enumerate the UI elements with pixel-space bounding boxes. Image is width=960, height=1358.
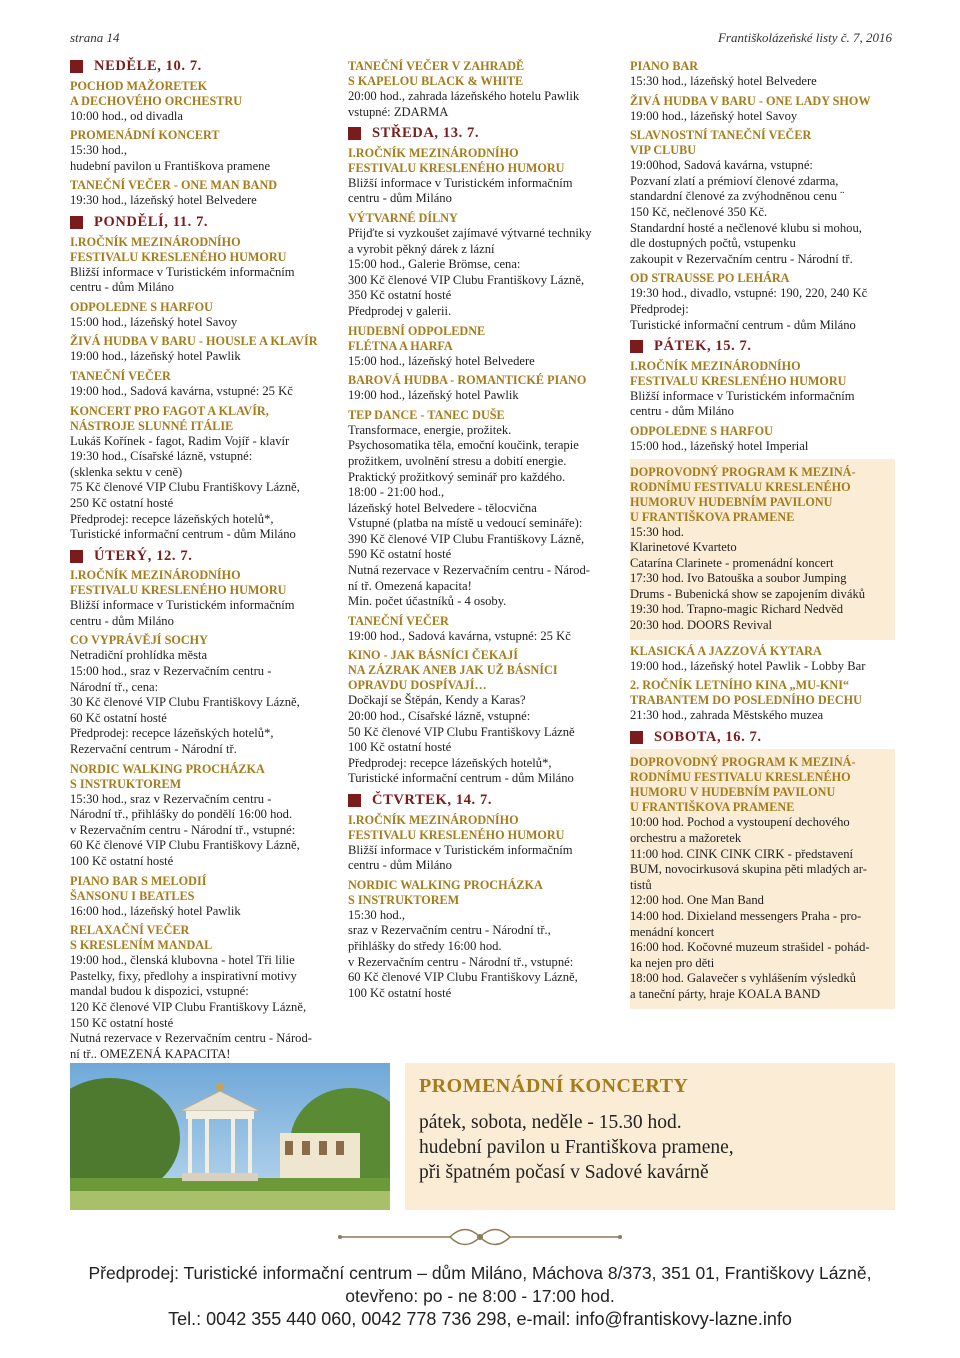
event-title: NÁSTROJE SLUNNÉ ITÁLIE xyxy=(70,418,234,433)
event-detail: prožitkem, uvolnění stresu a dobití energie. xyxy=(348,453,567,468)
square-bullet-icon xyxy=(348,794,361,807)
event-detail: 19:00 hod., Sadová kavárna, vstupné: 25 Kč xyxy=(70,383,293,398)
event-title: A DECHOVÉHO ORCHESTRU xyxy=(70,93,243,108)
event-title: HUMORUV HUDEBNÍM PAVILONU xyxy=(630,494,833,509)
event-detail: Rezervační centrum - Národní tř. xyxy=(70,742,237,757)
day-label: NEDĚLE, 10. 7. xyxy=(94,58,202,74)
event-title: CO VYPRÁVĚJÍ SOCHY xyxy=(70,633,208,648)
event-title: I.ROČNÍK MEZINÁRODNÍHO xyxy=(630,358,801,373)
event-title: ŠANSONU I BEATLES xyxy=(70,888,195,903)
event-title: I.ROČNÍK MEZINÁRODNÍHO xyxy=(70,568,241,583)
event-detail: Národní tř., cena: xyxy=(70,679,159,694)
event-detail: Drums - Bubenická show se zapojením diváků xyxy=(630,586,866,601)
event-detail: Předprodej: recepce lázeňských hotelů*, xyxy=(70,511,274,526)
event-title: TRABANTEM DO POSLEDNÍHO DECHU xyxy=(630,693,862,708)
square-bullet-icon xyxy=(70,550,83,563)
event-detail: 20:00 hod., zahrada lázeňského hotelu Pawlik xyxy=(348,89,580,103)
event-title: ŽIVÁ HUDBA V BARU - HOUSLE A KLAVÍR xyxy=(70,334,318,349)
event-detail: 50 Kč členové VIP Clubu Františkovy Lázně xyxy=(348,724,575,739)
square-bullet-icon xyxy=(630,731,643,744)
event-detail: Bližší informace v Turistickém informačním xyxy=(348,842,573,857)
event-title: NORDIC WALKING PROCHÁZKA xyxy=(348,877,543,892)
event-detail: BUM, novocirkusová skupina pěti mladých ar- xyxy=(630,862,867,877)
promo-line: při špatném počasí v Sadové kavárně xyxy=(419,1162,709,1183)
event-detail: 15:00 hod., Galerie Brömse, cena: xyxy=(348,257,521,272)
event-detail: 15:30 hod., xyxy=(348,907,406,922)
event-title: TEP DANCE - TANEC DUŠE xyxy=(348,407,505,422)
event-detail: 19:00hod, Sadová kavárna, vstupné: xyxy=(630,158,813,173)
event-detail: 150 Kč ostatní hosté xyxy=(70,1015,174,1030)
event-detail: 300 Kč členové VIP Clubu Františkovy Lázně, xyxy=(348,272,585,287)
event-detail: Předprodej: recepce lázeňských hotelů*, xyxy=(70,726,274,741)
event-detail: ka nejen pro děti xyxy=(630,955,715,970)
event-title: RELAXAČNÍ VEČER xyxy=(70,923,190,938)
event-title: FESTIVALU KRESLENÉHO HUMORU xyxy=(348,827,565,842)
event-detail: Bližší informace v Turistickém informačním xyxy=(348,175,573,190)
event-title: TANEČNÍ VEČER xyxy=(70,368,171,383)
event-title: ODPOLEDNE S HARFOU xyxy=(70,299,213,314)
event-title: ODPOLEDNE S HARFOU xyxy=(630,423,773,438)
event-detail: a taneční párty, hraje KOALA BAND xyxy=(630,986,821,1001)
day-label: ČTVRTEK, 14. 7. xyxy=(372,792,493,808)
event-detail: 250 Kč ostatní hosté xyxy=(70,495,174,510)
event-detail: centru - dům Miláno xyxy=(630,404,734,419)
event-detail: 10:00 hod. Pochod a vystoupení dechového xyxy=(630,815,850,830)
event-detail: 60 Kč členové VIP Clubu Františkovy Lázně, xyxy=(348,970,578,985)
event-detail: hudební pavilon u Františkova pramene xyxy=(70,158,271,173)
pavilion-photo xyxy=(70,1063,390,1210)
event-detail: 11:00 hod. CINK CINK CIRK - představení xyxy=(630,846,854,861)
event-title: NORDIC WALKING PROCHÁZKA xyxy=(70,761,265,776)
event-title: HUMORU V HUDEBNÍM PAVILONU xyxy=(630,785,836,800)
event-title: U FRANTIŠKOVA PRAMENE xyxy=(630,800,795,815)
event-detail: 15:30 hod., sraz v Rezervačním centru - xyxy=(70,791,272,806)
event-detail: 150 Kč, nečlenové 350 Kč. xyxy=(630,204,768,219)
event-detail: Dočkají se Štěpán, Kendy a Karas? xyxy=(348,693,526,708)
event-detail: Turistické informační centrum - dům Miláno xyxy=(70,527,296,542)
event-detail: Klarinetové Kvarteto xyxy=(630,540,737,555)
event-detail: 18:00 hod. Galavečer s vyhlášením výsledků xyxy=(630,971,856,986)
event-title: S INSTRUKTOREM xyxy=(70,776,182,791)
event-detail: Pozvaní zlatí a prémioví členové zdarma, xyxy=(630,173,839,188)
square-bullet-icon xyxy=(630,340,643,353)
event-detail: Catarína Clarinete - promenádní koncert xyxy=(630,555,834,570)
event-detail: 12:00 hod. One Man Band xyxy=(630,893,764,908)
event-detail: 15:00 hod., lázeňský hotel Savoy xyxy=(70,314,238,329)
event-title: FESTIVALU KRESLENÉHO HUMORU xyxy=(630,373,847,388)
pavilion-illustration xyxy=(70,1063,390,1210)
event-detail: 19:00 hod., lázeňský hotel Pawlik xyxy=(348,388,519,403)
ornament-icon xyxy=(330,1227,630,1247)
event-detail: přihlášky do středy 16:00 hod. xyxy=(348,938,502,953)
event-detail: 19:30 hod., divadlo, vstupné: 190, 220, 240 Kč xyxy=(630,286,868,301)
day-heading xyxy=(70,59,335,75)
event-detail: Praktický prožitkový seminář pro každého. xyxy=(348,469,566,484)
event-detail: 15:30 hod., xyxy=(70,143,128,158)
day-label: ÚTERÝ, 12. 7. xyxy=(94,547,193,564)
event-title: RODNÍMU FESTIVALU KRESLENÉHO xyxy=(630,770,851,785)
program-box xyxy=(630,749,895,1008)
promenade-concerts-box xyxy=(405,1063,895,1210)
day-heading xyxy=(70,215,335,231)
footer-line: otevřeno: po - ne 8:00 - 17:00 hod. xyxy=(345,1286,615,1306)
event-detail: Turistické informační centrum - dům Miláno xyxy=(348,771,574,786)
event-title: PROMENÁDNÍ KONCERT xyxy=(70,128,220,143)
event-detail: centru - dům Miláno xyxy=(70,613,174,628)
footer-line: Předprodej: Turistické informační centrum – dům Miláno, Máchova 8/373, 351 01, Františkovy Lázně, xyxy=(88,1263,872,1283)
event-detail: (sklenka sektu v ceně) xyxy=(70,464,183,479)
event-detail: sraz v Rezervačním centru - Národní tř., xyxy=(348,923,551,938)
event-detail: Transformace, energie, prožitek. xyxy=(348,422,512,437)
event-detail: Národní tř., přihlášky do pondělí 16:00 hod. xyxy=(70,807,293,822)
column-middle xyxy=(348,59,613,1001)
promo-title: PROMENÁDNÍ KONCERTY xyxy=(419,1075,689,1097)
event-detail: Předprodej: recepce lázeňských hotelů*, xyxy=(348,755,552,770)
footer-contact: Tel.: 0042 355 440 060, 0042 778 736 298, e-mail: info@frantiskovy-lazne.info xyxy=(168,1309,792,1329)
event-title: TANEČNÍ VEČER xyxy=(348,613,449,628)
event-title: NA ZÁZRAK ANEB JAK UŽ BÁSNÍCI xyxy=(348,663,558,678)
event-detail: Bližší informace v Turistickém informačním xyxy=(70,598,295,613)
day-heading xyxy=(630,339,895,355)
event-title: KONCERT PRO FAGOT A KLAVÍR, xyxy=(70,403,269,418)
event-detail: Předprodej v galerii. xyxy=(348,303,452,318)
event-detail: vstupné: ZDARMA xyxy=(348,104,449,119)
event-detail: 100 Kč ostatní hosté xyxy=(348,740,452,755)
event-detail: centru - dům Miláno xyxy=(70,280,174,295)
event-title: 2. ROČNÍK LETNÍHO KINA „MU-KNI“ xyxy=(630,678,850,693)
event-detail: Standardní hosté a nečlenové klubu si mohou, xyxy=(630,220,862,235)
event-detail: v Rezervačním centru - Národní tř., vstupné: xyxy=(348,954,574,969)
event-detail: dle dostupných počtů, vstupenku xyxy=(630,236,796,251)
event-title: I.ROČNÍK MEZINÁRODNÍHO xyxy=(348,145,519,160)
event-detail: 15:00 hod., lázeňský hotel Belvedere xyxy=(348,353,535,368)
event-title: U FRANTIŠKOVA PRAMENE xyxy=(630,509,795,524)
event-title: I.ROČNÍK MEZINÁRODNÍHO xyxy=(70,234,241,249)
event-detail: 60 Kč ostatní hosté xyxy=(70,710,167,725)
event-title: S INSTRUKTOREM xyxy=(348,892,460,907)
event-detail: 15:00 hod., lázeňský hotel Imperial xyxy=(630,438,809,453)
ornament-divider xyxy=(330,1227,630,1247)
event-title: FLÉTNA A HARFA xyxy=(348,338,453,353)
event-detail: 75 Kč členové VIP Clubu Františkovy Lázně, xyxy=(70,480,300,495)
event-detail: Psychosomatika těla, emoční koučink, terapie xyxy=(348,438,579,453)
event-detail: 60 Kč členové VIP Clubu Františkovy Lázně, xyxy=(70,838,300,853)
event-detail: Přijďte si vyzkoušet zajímavé výtvarné techniky xyxy=(348,225,592,240)
event-detail: 15:00 hod., sraz v Rezervačním centru - xyxy=(70,664,272,679)
event-detail: 30 Kč členové VIP Clubu Františkovy Lázně, xyxy=(70,695,300,710)
event-detail: 350 Kč ostatní hosté xyxy=(348,288,452,303)
event-detail: 10:00 hod., od divadla xyxy=(70,108,183,123)
event-title: S KRESLENÍM MANDAL xyxy=(70,938,213,953)
day-heading xyxy=(348,793,613,809)
event-title: HUDEBNÍ ODPOLEDNE xyxy=(348,323,486,338)
event-title: VÝTVARNÉ DÍLNY xyxy=(348,210,458,225)
column-left xyxy=(70,59,335,1062)
event-detail: ní tř. Omezená kapacita! xyxy=(348,578,472,593)
event-detail: Bližší informace v Turistickém informačním xyxy=(70,264,295,279)
event-detail: Vstupné (platba na místě u vedoucí semináře): xyxy=(348,516,583,531)
event-detail: 19:00 hod., lázeňský hotel Savoy xyxy=(630,108,798,123)
event-detail: 15:30 hod. xyxy=(630,524,684,539)
event-detail: Nutná rezervace v Rezervačním centru - Národ- xyxy=(348,563,590,578)
day-label: SOBOTA, 16. 7. xyxy=(654,728,762,745)
event-title: DOPROVODNÝ PROGRAM K MEZINÁ- xyxy=(630,755,856,770)
event-detail: ní tř.. OMEZENÁ KAPACITA! xyxy=(70,1046,231,1061)
event-detail: centru - dům Miláno xyxy=(348,191,452,206)
event-title: FESTIVALU KRESLENÉHO HUMORU xyxy=(348,160,565,175)
event-detail: tistů xyxy=(630,877,652,892)
event-detail: 390 Kč členové VIP Clubu Františkovy Lázně, xyxy=(348,531,585,546)
event-detail: Netradiční prohlídka města xyxy=(70,648,208,663)
event-detail: 19:30 hod., lázeňský hotel Belvedere xyxy=(70,193,257,208)
event-title: RODNÍMU FESTIVALU KRESLENÉHO xyxy=(630,479,851,494)
day-label: PONDĚLÍ, 11. 7. xyxy=(94,213,209,230)
event-detail: menádní koncert xyxy=(630,924,715,939)
event-detail: 100 Kč ostatní hosté xyxy=(348,985,452,1000)
event-detail: Předprodej: xyxy=(630,301,689,316)
program-box xyxy=(630,459,895,640)
square-bullet-icon xyxy=(70,60,83,73)
event-title: S KAPELOU BLACK & WHITE xyxy=(348,74,524,88)
event-title: TANEČNÍ VEČER V ZAHRADĚ xyxy=(348,59,525,73)
event-detail: 15:30 hod., lázeňský hotel Belvedere xyxy=(630,74,817,88)
event-detail: 19:30 hod. Trapno-magic Richard Nedvěd xyxy=(630,602,844,617)
day-label: PÁTEK, 15. 7. xyxy=(654,338,752,355)
event-detail: Turistické informační centrum - dům Miláno xyxy=(630,317,856,332)
event-detail: 18:00 - 21:00 hod., xyxy=(348,485,445,500)
event-detail: zakoupit v Rezervačním centru - Národní tř. xyxy=(630,251,853,266)
event-detail: Bližší informace v Turistickém informačním xyxy=(630,388,855,403)
event-detail: lázeňský hotel Belvedere - tělocvična xyxy=(348,500,537,515)
event-title: TANEČNÍ VEČER - ONE MAN BAND xyxy=(70,178,278,193)
event-detail: standardní členové za zvýhodněnou cenu ¨ xyxy=(630,189,845,204)
event-title: BAROVÁ HUDBA - ROMANTICKÉ PIANO xyxy=(348,373,587,388)
event-detail: mandal budou k dispozici, vstupné: xyxy=(70,984,249,999)
event-title: ŽIVÁ HUDBA V BARU - ONE LADY SHOW xyxy=(630,93,871,108)
event-title: I.ROČNÍK MEZINÁRODNÍHO xyxy=(348,812,519,827)
event-detail: 17:30 hod. Ivo Batouška a soubor Jumping xyxy=(630,571,847,586)
event-detail: v Rezervačním centru - Národní tř., vstupné: xyxy=(70,822,296,837)
event-title: OPRAVDU DOSPÍVAJÍ… xyxy=(348,678,487,693)
event-title: FESTIVALU KRESLENÉHO HUMORU xyxy=(70,249,287,264)
event-detail: centru - dům Miláno xyxy=(348,858,452,873)
event-detail: a vyrobit pěkný dárek z lázní xyxy=(348,241,495,256)
event-title: PIANO BAR S MELODIÍ xyxy=(70,873,207,888)
event-detail: 16:00 hod., lázeňský hotel Pawlik xyxy=(70,903,241,918)
event-title: KLASICKÁ A JAZZOVÁ KYTARA xyxy=(630,643,822,658)
event-detail: 19:00 hod., lázeňský hotel Pawlik xyxy=(70,349,241,364)
event-title: PIANO BAR xyxy=(630,59,699,73)
event-detail: Pastelky, fixy, předlohy a inspirativní motivy xyxy=(70,968,297,983)
event-detail: 20:30 hod. DOORS Revival xyxy=(630,618,773,633)
publication-title: Františkolázeňské listy č. 7, 2016 xyxy=(717,30,892,45)
event-detail: 20:00 hod., Císařské lázně, vstupné: xyxy=(348,709,531,724)
event-detail: 19:30 hod., Císařské lázně, vstupné: xyxy=(70,449,253,464)
event-detail: 14:00 hod. Dixieland messengers Praha - pro- xyxy=(630,909,862,923)
event-title: POCHOD MAŽORETEK xyxy=(70,78,208,93)
event-title: VIP CLUBU xyxy=(630,143,697,158)
event-detail: 19:00 hod., Sadová kavárna, vstupné: 25 Kč xyxy=(348,628,571,643)
event-detail: orchestru a mažoretek xyxy=(630,831,742,846)
promo-line: hudební pavilon u Františkova pramene, xyxy=(419,1137,734,1158)
column-right xyxy=(630,59,895,1013)
promo-line: pátek, sobota, neděle - 15.30 hod. xyxy=(419,1112,682,1133)
event-title: OD STRAUSSE PO LEHÁRA xyxy=(630,271,790,286)
square-bullet-icon xyxy=(348,127,361,140)
event-detail: 16:00 hod. Kočovné muzeum strašidel - pohád- xyxy=(630,940,870,955)
page-number: strana 14 xyxy=(70,30,120,45)
event-detail: 19:00 hod., lázeňský hotel Pawlik - Lobby Bar xyxy=(630,658,866,673)
day-heading xyxy=(630,730,895,746)
square-bullet-icon xyxy=(70,216,83,229)
event-detail: 19:00 hod., členská klubovna - hotel Tři lilie xyxy=(70,953,295,968)
event-title: DOPROVODNÝ PROGRAM K MEZINÁ- xyxy=(630,464,856,479)
event-detail: 120 Kč členové VIP Clubu Františkovy Lázně, xyxy=(70,999,307,1014)
event-detail: Lukáš Kořínek - fagot, Radim Vojíř - klavír xyxy=(70,433,290,448)
event-detail: 21:30 hod., zahrada Městského muzea xyxy=(630,708,824,723)
event-detail: 100 Kč ostatní hosté xyxy=(70,854,174,868)
event-detail: 590 Kč ostatní hosté xyxy=(348,547,452,562)
day-heading xyxy=(348,126,613,142)
event-title: SLAVNOSTNÍ TANEČNÍ VEČER xyxy=(630,128,812,143)
event-detail: Min. počet účastníků - 4 osoby. xyxy=(348,594,507,609)
event-title: FESTIVALU KRESLENÉHO HUMORU xyxy=(70,583,287,598)
day-heading xyxy=(70,549,335,565)
event-detail: Nutná rezervace v Rezervačním centru - Národ- xyxy=(70,1031,312,1046)
day-label: STŘEDA, 13. 7. xyxy=(372,125,480,142)
footer xyxy=(0,1262,960,1331)
event-title: KINO - JAK BÁSNÍCI ČEKAJÍ xyxy=(348,648,518,663)
